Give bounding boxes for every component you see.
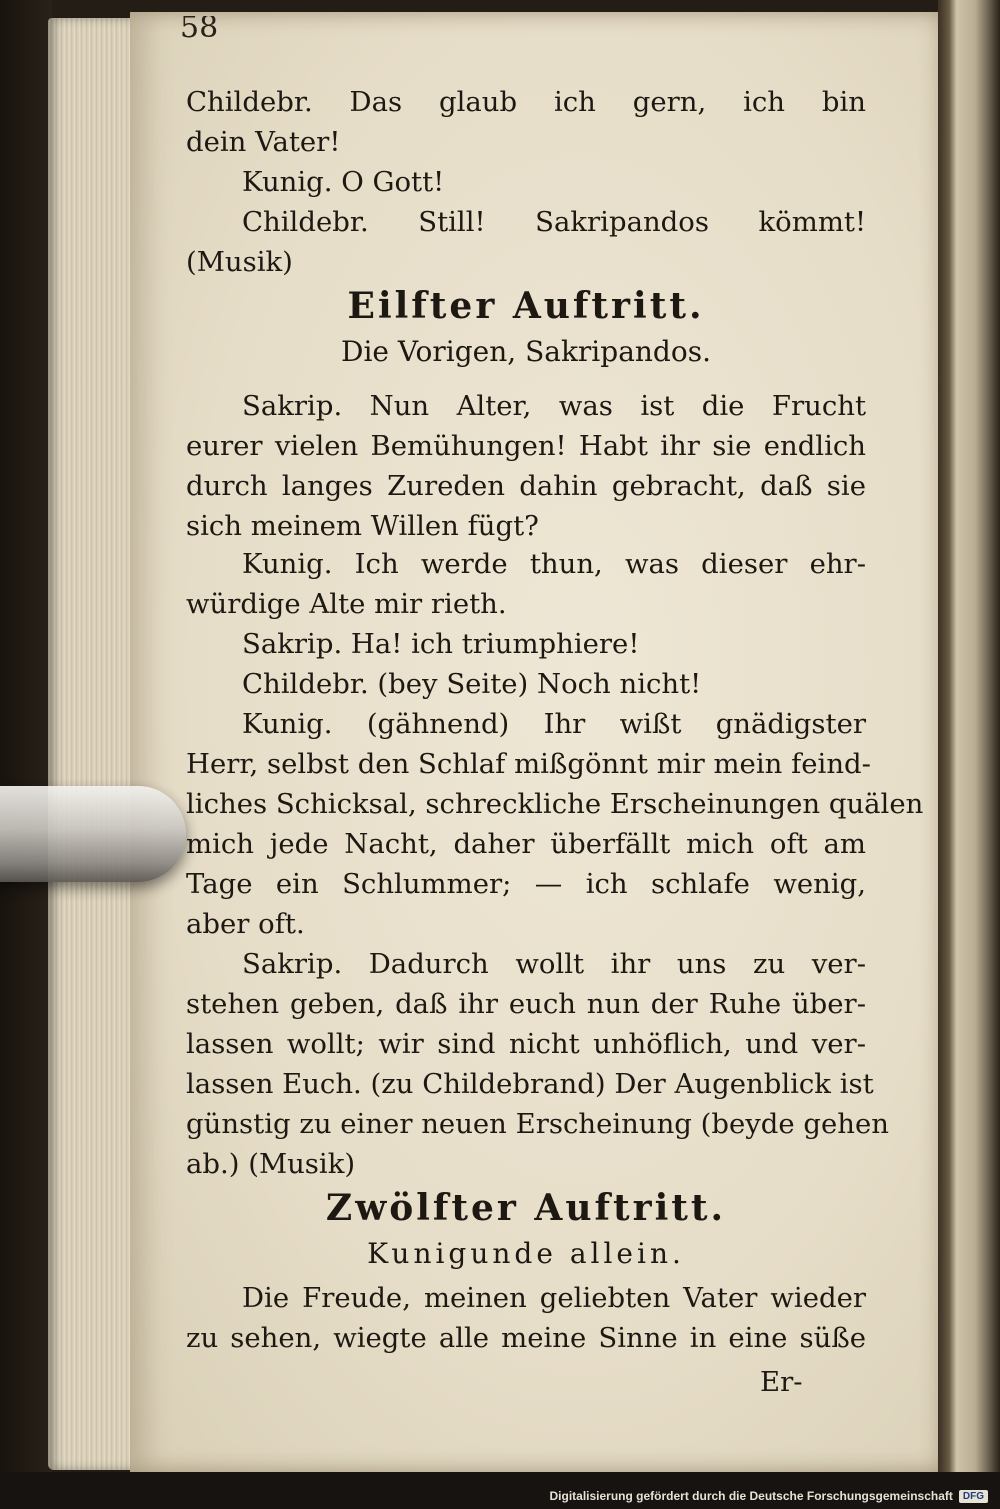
- left-background: [0, 0, 52, 1509]
- text-line: würdige Alte mir rieth.: [186, 588, 507, 620]
- digitization-credit: [549, 1489, 988, 1503]
- credit-text: Digitalisierung gefördert durch die Deutsche Forschungsgemeinschaft: [549, 1489, 953, 1503]
- text-line: Tage ein Schlummer; — ich schlafe wenig,: [186, 868, 866, 900]
- catchword: Er-: [760, 1366, 803, 1398]
- scene-subheading: Die Vorigen, Sakripandos.: [341, 335, 711, 368]
- text-line: Sakrip. Nun Alter, was ist die Frucht: [242, 390, 866, 422]
- finger-holding-page: [0, 786, 186, 882]
- scene-heading: Zwölfter Auftritt.: [325, 1187, 727, 1229]
- text-line: liches Schicksal, schreckliche Erscheinungen quälen: [186, 788, 924, 820]
- text-line: mich jede Nacht, daher überfällt mich oft am: [186, 828, 866, 860]
- text-line: zu sehen, wiegte alle meine Sinne in eine süße: [186, 1322, 866, 1354]
- scene-subheading: Kunigunde allein.: [367, 1237, 685, 1270]
- text-line: Kunig. (gähnend) Ihr wißt gnädigster: [242, 708, 866, 740]
- text-line: aber oft.: [186, 908, 305, 940]
- text-line: Childebr. Das glaub ich gern, ich bin: [186, 86, 866, 118]
- text-line: Kunig. Ich werde thun, was dieser ehr-: [242, 548, 866, 580]
- text-line: Childebr. (bey Seite) Noch nicht!: [242, 668, 702, 700]
- text-line: lassen Euch. (zu Childebrand) Der Augenblick ist: [186, 1068, 874, 1100]
- text-line: eurer vielen Bemühungen! Habt ihr sie endlich: [186, 430, 866, 462]
- text-line: dein Vater!: [186, 126, 341, 158]
- text-line: Sakrip. Ha! ich triumphiere!: [242, 628, 640, 660]
- text-line: sich meinem Willen fügt?: [186, 510, 539, 542]
- text-line: günstig zu einer neuen Erscheinung (beyde gehen: [186, 1108, 889, 1140]
- page-number: 58: [180, 16, 219, 38]
- text-line: Childebr. Still! Sakripandos kömmt!: [242, 206, 866, 238]
- text-line: durch langes Zureden dahin gebracht, daß sie: [186, 470, 866, 502]
- text-line: Herr, selbst den Schlaf mißgönnt mir mein feind-: [186, 748, 871, 780]
- text-line: ab.) (Musik): [186, 1148, 356, 1180]
- text-line: lassen wollt; wir sind nicht unhöflich, und ver-: [186, 1028, 866, 1060]
- text-line: Die Freude, meinen geliebten Vater wieder: [242, 1282, 866, 1314]
- text-line: (Musik): [186, 246, 293, 278]
- text-line: stehen geben, daß ihr euch nun der Ruhe über-: [186, 988, 866, 1020]
- text-line: Kunig. O Gott!: [242, 166, 445, 198]
- text-line: Sakrip. Dadurch wollt ihr uns zu ver-: [242, 948, 866, 980]
- right-page-edge: [938, 0, 1000, 1509]
- scene-heading: Eilfter Auftritt.: [347, 285, 705, 327]
- dfg-logo: DFG: [959, 1490, 988, 1503]
